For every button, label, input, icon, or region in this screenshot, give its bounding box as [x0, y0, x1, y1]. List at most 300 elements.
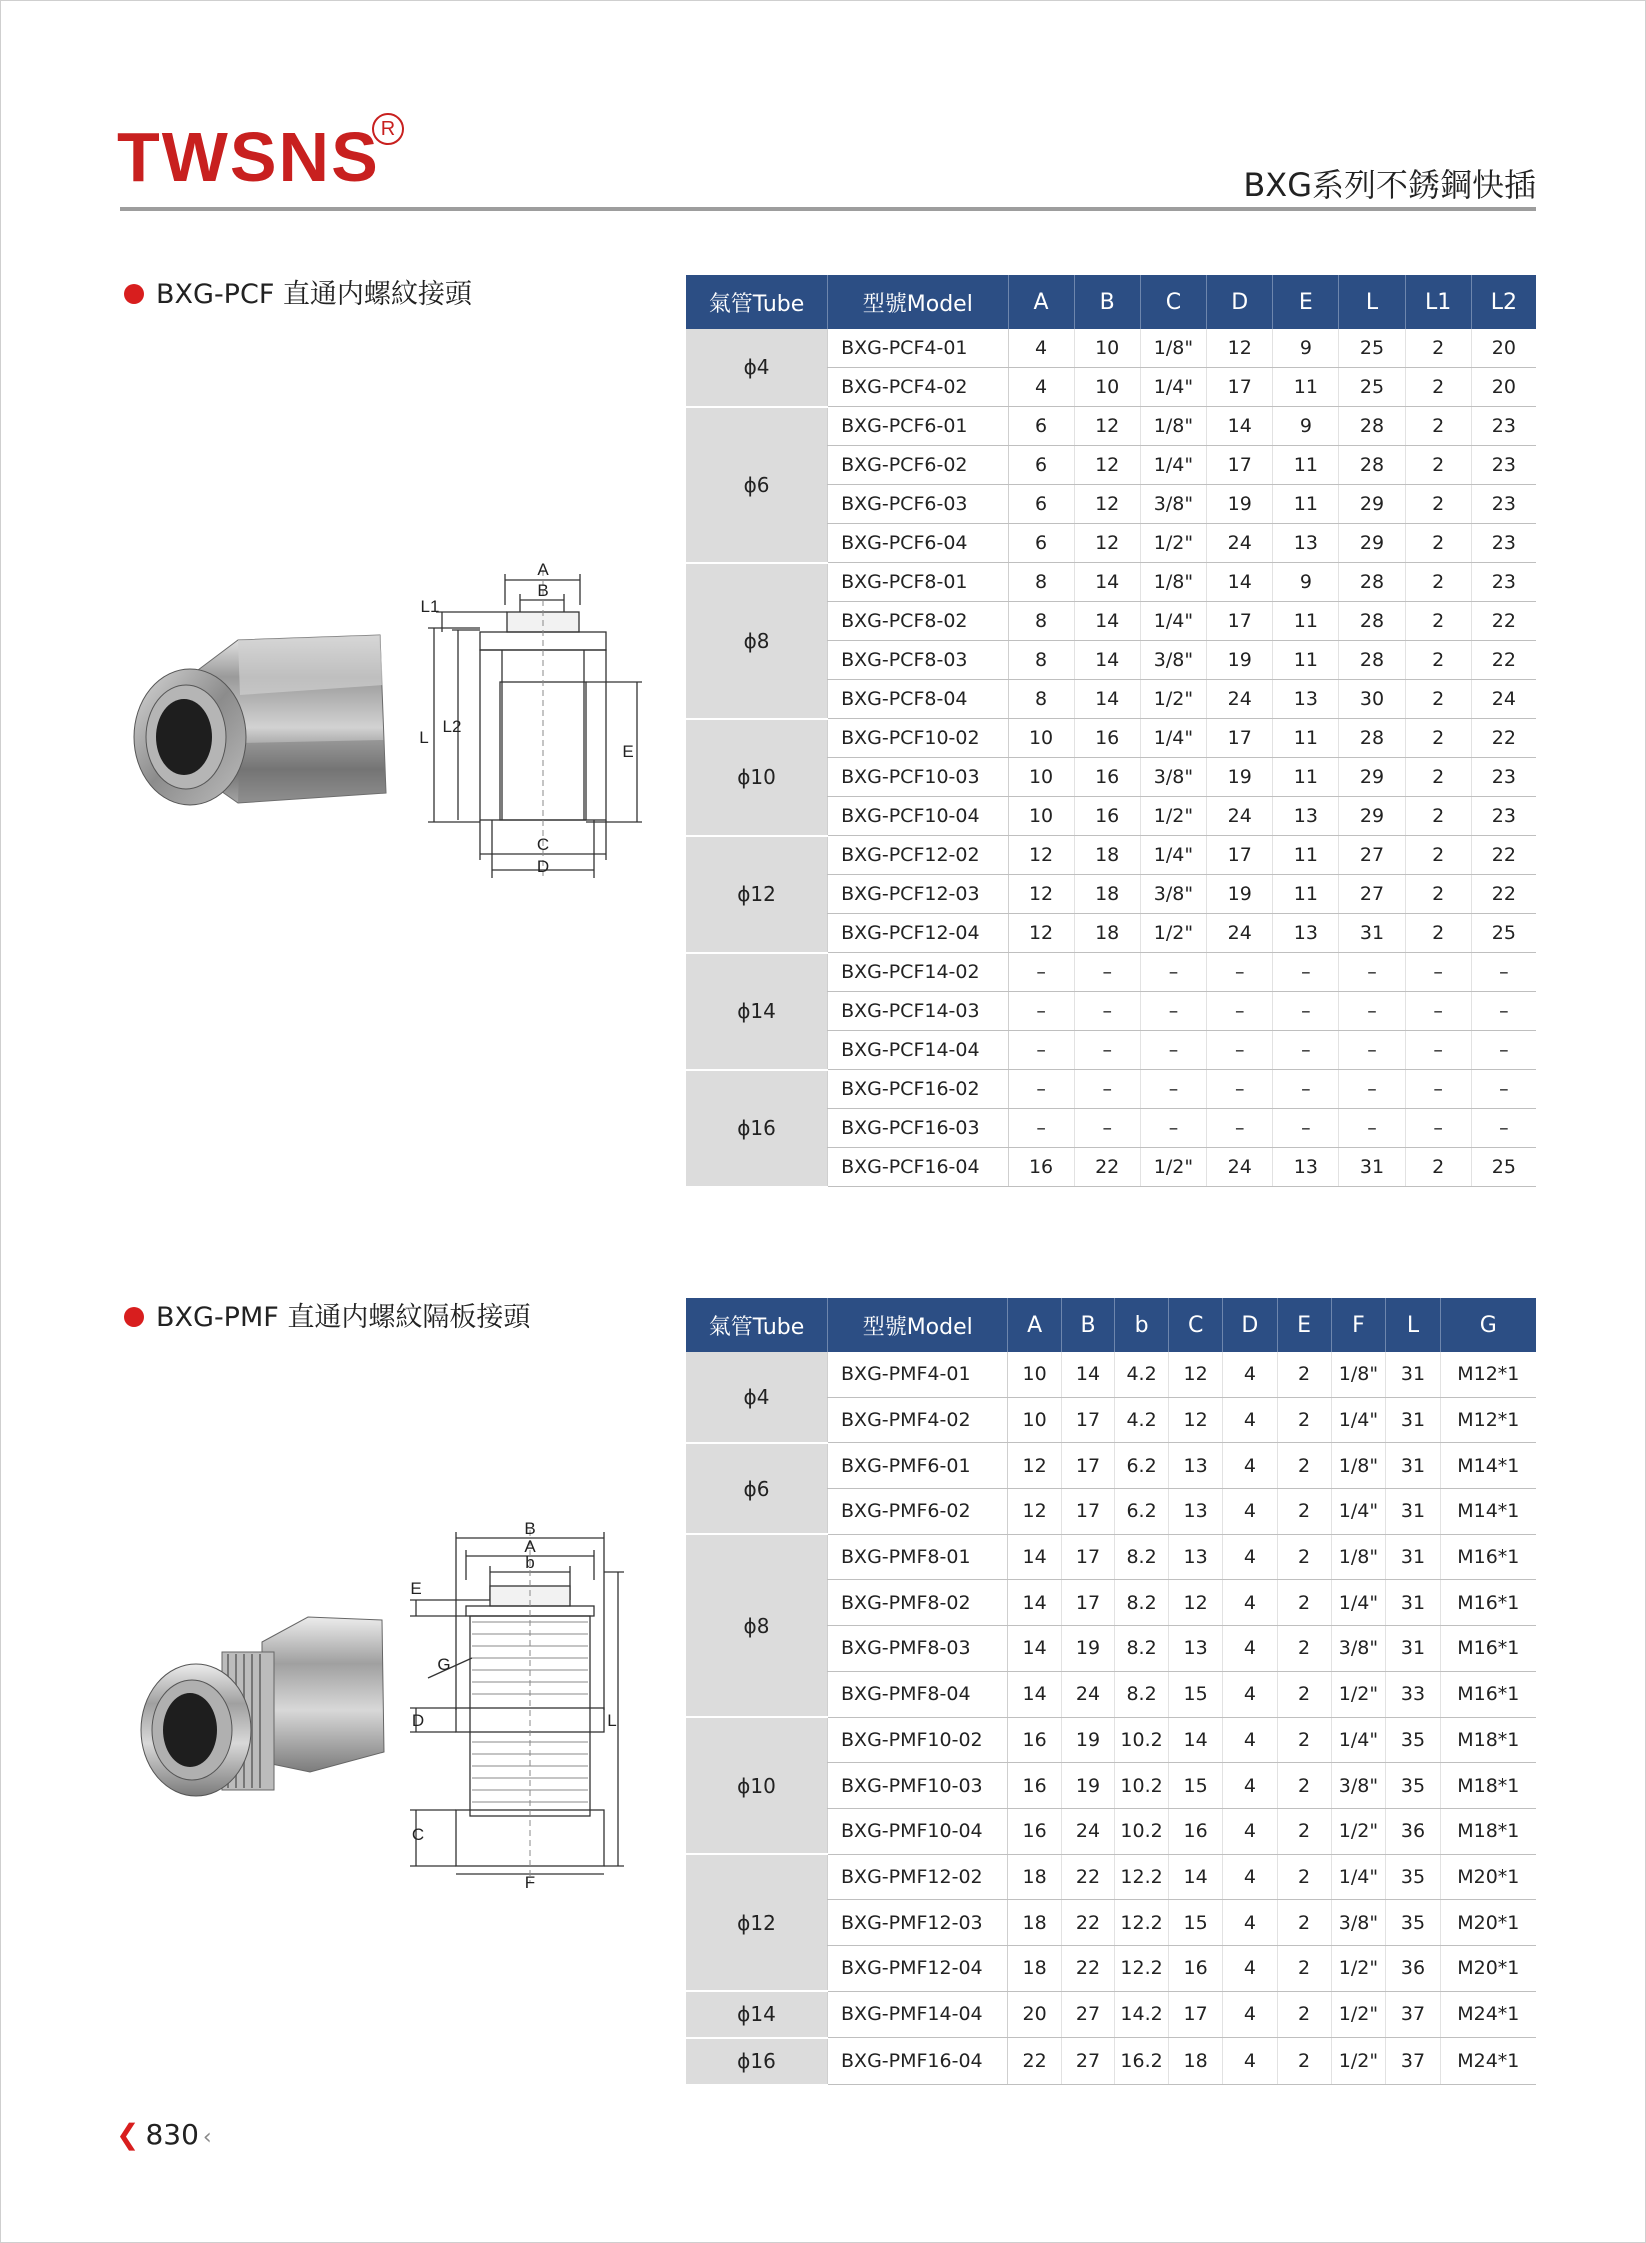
value-cell: 22 — [1061, 1900, 1114, 1946]
column-header: D — [1223, 1298, 1277, 1352]
page-number — [116, 2118, 212, 2151]
value-cell: 31 — [1339, 1148, 1405, 1187]
value-cell: 1/2" — [1140, 524, 1206, 563]
value-cell: 9 — [1273, 407, 1339, 446]
value-cell: 2 — [1405, 719, 1471, 758]
value-cell: 20 — [1471, 329, 1536, 368]
value-cell: – — [1471, 953, 1536, 992]
value-cell: 10 — [1008, 1397, 1061, 1443]
value-cell: 12 — [1008, 836, 1074, 875]
value-cell: 10.2 — [1115, 1763, 1169, 1809]
model-cell: BXG-PCF6-01 — [828, 407, 1008, 446]
value-cell: 4 — [1223, 1397, 1277, 1443]
value-cell: 18 — [1168, 2038, 1222, 2085]
table-row — [686, 1991, 1536, 2038]
value-cell: 19 — [1207, 758, 1273, 797]
value-cell: 14 — [1074, 563, 1140, 602]
value-cell: 17 — [1207, 446, 1273, 485]
value-cell: 35 — [1386, 1763, 1440, 1809]
value-cell: 17 — [1061, 1397, 1114, 1443]
value-cell: 19 — [1061, 1763, 1114, 1809]
value-cell: – — [1471, 1031, 1536, 1070]
series-title: BXG系列不銹鋼快插 — [1243, 166, 1536, 204]
next-page-icon: ‹ — [202, 2125, 212, 2150]
value-cell: 2 — [1405, 1148, 1471, 1187]
column-header: F — [1331, 1298, 1386, 1352]
value-cell: 1/4" — [1140, 602, 1206, 641]
value-cell: 16 — [1168, 1808, 1222, 1854]
model-cell: BXG-PCF10-03 — [828, 758, 1008, 797]
value-cell: 30 — [1339, 680, 1405, 719]
value-cell: 2 — [1277, 1717, 1331, 1763]
pcf-label-A: A — [537, 560, 549, 579]
pcf-label-E: E — [622, 742, 634, 761]
pmf-label-C: C — [411, 1825, 425, 1844]
value-cell: 2 — [1277, 1808, 1331, 1854]
value-cell: 3/8" — [1140, 641, 1206, 680]
value-cell: – — [1339, 953, 1405, 992]
value-cell: 2 — [1405, 641, 1471, 680]
value-cell: 8 — [1008, 641, 1074, 680]
value-cell: – — [1405, 1109, 1471, 1148]
value-cell: 1/4" — [1140, 719, 1206, 758]
value-cell: 35 — [1386, 1717, 1440, 1763]
value-cell: 1/4" — [1140, 836, 1206, 875]
value-cell: 11 — [1273, 485, 1339, 524]
value-cell: 25 — [1339, 329, 1405, 368]
value-cell: 4 — [1223, 1991, 1277, 2038]
pmf-technical-drawing — [400, 1510, 640, 1890]
value-cell: – — [1273, 1070, 1339, 1109]
value-cell: 16 — [1008, 1717, 1061, 1763]
value-cell: 4 — [1223, 1854, 1277, 1900]
value-cell: – — [1339, 1070, 1405, 1109]
pmf-spec-table — [686, 1298, 1536, 2086]
table-row — [686, 1717, 1536, 1763]
value-cell: – — [1405, 1031, 1471, 1070]
value-cell: – — [1074, 1031, 1140, 1070]
value-cell: 13 — [1273, 1148, 1339, 1187]
value-cell: 14 — [1008, 1626, 1061, 1672]
tube-size-cell: ϕ14 — [686, 953, 828, 1070]
value-cell: 29 — [1339, 797, 1405, 836]
value-cell: 10 — [1008, 1352, 1061, 1397]
model-cell: BXG-PMF10-02 — [828, 1717, 1008, 1763]
value-cell: 2 — [1277, 1443, 1331, 1489]
value-cell: 17 — [1061, 1443, 1114, 1489]
column-header: 型號Model — [828, 1298, 1008, 1352]
section2-title — [124, 1295, 530, 1334]
column-header: L — [1386, 1298, 1440, 1352]
model-cell: BXG-PMF8-03 — [828, 1626, 1008, 1672]
model-cell: BXG-PCF8-01 — [828, 563, 1008, 602]
value-cell: – — [1273, 1109, 1339, 1148]
value-cell: M20*1 — [1440, 1854, 1536, 1900]
value-cell: 29 — [1339, 485, 1405, 524]
value-cell: 1/4" — [1331, 1717, 1386, 1763]
model-cell: BXG-PMF6-02 — [828, 1489, 1008, 1535]
model-cell: BXG-PCF10-02 — [828, 719, 1008, 758]
value-cell: 2 — [1277, 1671, 1331, 1717]
model-cell: BXG-PMF14-04 — [828, 1991, 1008, 2038]
column-header: A — [1008, 1298, 1061, 1352]
value-cell: 3/8" — [1331, 1763, 1386, 1809]
pcf-label-B: B — [537, 581, 549, 600]
value-cell: 2 — [1405, 836, 1471, 875]
value-cell: 23 — [1471, 446, 1536, 485]
pcf-label-L: L — [419, 728, 429, 747]
tube-size-cell: ϕ4 — [686, 329, 828, 407]
value-cell: 2 — [1277, 1900, 1331, 1946]
prev-page-icon: ❮ — [116, 2118, 140, 2151]
value-cell: 16 — [1008, 1148, 1074, 1187]
value-cell: 2 — [1277, 1991, 1331, 2038]
value-cell: 14 — [1168, 1717, 1222, 1763]
value-cell: 4 — [1223, 1534, 1277, 1580]
value-cell: 11 — [1273, 719, 1339, 758]
value-cell: 31 — [1386, 1397, 1440, 1443]
value-cell: 37 — [1386, 2038, 1440, 2085]
value-cell: 25 — [1471, 1148, 1536, 1187]
value-cell: 10 — [1008, 758, 1074, 797]
value-cell: 10 — [1008, 797, 1074, 836]
value-cell: 27 — [1061, 2038, 1114, 2085]
value-cell: 4 — [1008, 368, 1074, 407]
value-cell: 24 — [1207, 524, 1273, 563]
tube-size-cell: ϕ4 — [686, 1352, 828, 1443]
model-cell: BXG-PCF16-02 — [828, 1070, 1008, 1109]
value-cell: – — [1008, 992, 1074, 1031]
model-cell: BXG-PMF10-04 — [828, 1808, 1008, 1854]
value-cell: 22 — [1074, 1148, 1140, 1187]
value-cell: 12 — [1008, 914, 1074, 953]
value-cell: – — [1008, 953, 1074, 992]
value-cell: 6 — [1008, 407, 1074, 446]
column-header: G — [1440, 1298, 1536, 1352]
column-header: 氣管Tube — [686, 1298, 828, 1352]
value-cell: 2 — [1405, 914, 1471, 953]
value-cell: 4 — [1223, 1671, 1277, 1717]
value-cell: 17 — [1061, 1534, 1114, 1580]
value-cell: 9 — [1273, 329, 1339, 368]
value-cell: 1/8" — [1140, 407, 1206, 446]
value-cell: 12 — [1008, 875, 1074, 914]
value-cell: 2 — [1277, 1489, 1331, 1535]
value-cell: 22 — [1471, 641, 1536, 680]
value-cell: 27 — [1061, 1991, 1114, 2038]
value-cell: 8.2 — [1115, 1580, 1169, 1626]
value-cell: 6 — [1008, 524, 1074, 563]
value-cell: 2 — [1277, 2038, 1331, 2085]
value-cell: 19 — [1061, 1626, 1114, 1672]
value-cell: 2 — [1405, 329, 1471, 368]
value-cell: – — [1140, 1070, 1206, 1109]
pcf-label-D: D — [536, 857, 550, 876]
column-header: B — [1061, 1298, 1114, 1352]
value-cell: 6 — [1008, 485, 1074, 524]
column-header: b — [1115, 1298, 1169, 1352]
value-cell: 31 — [1386, 1489, 1440, 1535]
value-cell: 13 — [1273, 797, 1339, 836]
value-cell: 2 — [1405, 368, 1471, 407]
column-header: 型號Model — [828, 275, 1008, 329]
table-header-row — [686, 275, 1536, 329]
value-cell: 35 — [1386, 1900, 1440, 1946]
tube-size-cell: ϕ6 — [686, 1443, 828, 1534]
value-cell: 25 — [1471, 914, 1536, 953]
pcf-label-L1: L1 — [420, 597, 440, 616]
pmf-label-G: G — [437, 1655, 451, 1674]
value-cell: – — [1405, 953, 1471, 992]
value-cell: 31 — [1339, 914, 1405, 953]
value-cell: 20 — [1008, 1991, 1061, 2038]
value-cell: 2 — [1405, 563, 1471, 602]
value-cell: 6.2 — [1115, 1489, 1169, 1535]
tube-size-cell: ϕ10 — [686, 719, 828, 836]
value-cell: 2 — [1277, 1763, 1331, 1809]
value-cell: 16 — [1168, 1945, 1222, 1991]
value-cell: 31 — [1386, 1443, 1440, 1489]
value-cell: – — [1074, 1109, 1140, 1148]
value-cell: – — [1140, 992, 1206, 1031]
value-cell: 1/2" — [1331, 1671, 1386, 1717]
value-cell: – — [1471, 1070, 1536, 1109]
value-cell: 2 — [1405, 524, 1471, 563]
table-row — [686, 1534, 1536, 1580]
value-cell: 22 — [1008, 2038, 1061, 2085]
value-cell: 16 — [1008, 1763, 1061, 1809]
column-header: E — [1277, 1298, 1331, 1352]
value-cell: 27 — [1339, 836, 1405, 875]
value-cell: 1/4" — [1331, 1854, 1386, 1900]
value-cell: 2 — [1405, 797, 1471, 836]
value-cell: 23 — [1471, 485, 1536, 524]
value-cell: 14 — [1008, 1580, 1061, 1626]
column-header: B — [1074, 275, 1140, 329]
value-cell: M18*1 — [1440, 1763, 1536, 1809]
column-header: L — [1339, 275, 1405, 329]
value-cell: – — [1140, 953, 1206, 992]
value-cell: 14 — [1074, 680, 1140, 719]
value-cell: 14 — [1008, 1671, 1061, 1717]
value-cell: 4 — [1223, 1489, 1277, 1535]
value-cell: 4.2 — [1115, 1397, 1169, 1443]
value-cell: 18 — [1008, 1854, 1061, 1900]
value-cell: 8.2 — [1115, 1671, 1169, 1717]
value-cell: 20 — [1471, 368, 1536, 407]
value-cell: 1/8" — [1140, 329, 1206, 368]
value-cell: 22 — [1471, 836, 1536, 875]
pmf-label-E: E — [410, 1579, 422, 1598]
value-cell: 13 — [1168, 1626, 1222, 1672]
value-cell: 16 — [1008, 1808, 1061, 1854]
value-cell: M18*1 — [1440, 1717, 1536, 1763]
value-cell: 2 — [1405, 446, 1471, 485]
value-cell: 1/4" — [1331, 1489, 1386, 1535]
value-cell: 3/8" — [1331, 1626, 1386, 1672]
value-cell: 1/4" — [1331, 1580, 1386, 1626]
value-cell: 14 — [1061, 1352, 1114, 1397]
model-cell: BXG-PCF16-03 — [828, 1109, 1008, 1148]
value-cell: 1/4" — [1331, 1397, 1386, 1443]
value-cell: M12*1 — [1440, 1352, 1536, 1397]
table-row — [686, 953, 1536, 992]
value-cell: – — [1207, 1031, 1273, 1070]
value-cell: 8.2 — [1115, 1534, 1169, 1580]
value-cell: 24 — [1207, 1148, 1273, 1187]
value-cell: – — [1273, 1031, 1339, 1070]
model-cell: BXG-PMF4-01 — [828, 1352, 1008, 1397]
value-cell: M14*1 — [1440, 1489, 1536, 1535]
model-cell: BXG-PCF14-03 — [828, 992, 1008, 1031]
value-cell: 37 — [1386, 1991, 1440, 2038]
value-cell: 19 — [1207, 641, 1273, 680]
value-cell: – — [1008, 1109, 1074, 1148]
value-cell: 3/8" — [1140, 758, 1206, 797]
value-cell: 15 — [1168, 1763, 1222, 1809]
value-cell: M20*1 — [1440, 1945, 1536, 1991]
pcf-label-L2: L2 — [442, 717, 462, 736]
table-header-row — [686, 1298, 1536, 1352]
column-header: A — [1008, 275, 1074, 329]
value-cell: M24*1 — [1440, 2038, 1536, 2085]
column-header: 氣管Tube — [686, 275, 828, 329]
model-cell: BXG-PCF6-03 — [828, 485, 1008, 524]
column-header: L2 — [1471, 275, 1536, 329]
model-cell: BXG-PMF4-02 — [828, 1397, 1008, 1443]
value-cell: 17 — [1168, 1991, 1222, 2038]
value-cell: 18 — [1008, 1900, 1061, 1946]
value-cell: 4 — [1223, 1717, 1277, 1763]
model-cell: BXG-PCF6-02 — [828, 446, 1008, 485]
model-cell: BXG-PMF16-04 — [828, 2038, 1008, 2085]
value-cell: 14 — [1168, 1854, 1222, 1900]
value-cell: 23 — [1471, 407, 1536, 446]
model-cell: BXG-PMF12-02 — [828, 1854, 1008, 1900]
value-cell: 2 — [1405, 758, 1471, 797]
value-cell: M20*1 — [1440, 1900, 1536, 1946]
page-number-text: 830 — [145, 2118, 199, 2151]
pcf-spec-table — [686, 275, 1536, 1188]
value-cell: 6.2 — [1115, 1443, 1169, 1489]
value-cell: – — [1074, 1070, 1140, 1109]
value-cell: 16 — [1074, 719, 1140, 758]
pmf-label-D: D — [411, 1711, 425, 1730]
value-cell: 1/4" — [1140, 446, 1206, 485]
value-cell: – — [1273, 992, 1339, 1031]
tube-size-cell: ϕ8 — [686, 1534, 828, 1717]
value-cell: 2 — [1277, 1580, 1331, 1626]
value-cell: – — [1140, 1109, 1206, 1148]
header-rule — [120, 207, 1536, 211]
value-cell: 6 — [1008, 446, 1074, 485]
value-cell: 1/2" — [1140, 914, 1206, 953]
column-header: L1 — [1405, 275, 1471, 329]
value-cell: M16*1 — [1440, 1671, 1536, 1717]
value-cell: 24 — [1207, 914, 1273, 953]
value-cell: 2 — [1277, 1352, 1331, 1397]
value-cell: 12 — [1207, 329, 1273, 368]
value-cell: 9 — [1273, 563, 1339, 602]
value-cell: 12.2 — [1115, 1854, 1169, 1900]
value-cell: 11 — [1273, 758, 1339, 797]
model-cell: BXG-PCF16-04 — [828, 1148, 1008, 1187]
table-row — [686, 719, 1536, 758]
value-cell: 24 — [1207, 680, 1273, 719]
value-cell: 22 — [1471, 875, 1536, 914]
value-cell: 17 — [1061, 1489, 1114, 1535]
column-header: E — [1273, 275, 1339, 329]
section2-title-text: BXG-PMF 直通内螺紋隔板接頭 — [156, 1302, 531, 1333]
brand-logo: TWSNS — [117, 118, 380, 196]
model-cell: BXG-PCF4-02 — [828, 368, 1008, 407]
value-cell: – — [1008, 1031, 1074, 1070]
value-cell: 14 — [1074, 602, 1140, 641]
value-cell: 23 — [1471, 524, 1536, 563]
value-cell: M24*1 — [1440, 1991, 1536, 2038]
value-cell: 1/2" — [1140, 797, 1206, 836]
value-cell: 17 — [1207, 836, 1273, 875]
value-cell: 31 — [1386, 1580, 1440, 1626]
value-cell: 12 — [1168, 1397, 1222, 1443]
value-cell: 8 — [1008, 563, 1074, 602]
value-cell: – — [1339, 992, 1405, 1031]
value-cell: 2 — [1277, 1534, 1331, 1580]
value-cell: 12 — [1074, 407, 1140, 446]
tube-size-cell: ϕ6 — [686, 407, 828, 563]
value-cell: 2 — [1405, 485, 1471, 524]
model-cell: BXG-PCF6-04 — [828, 524, 1008, 563]
value-cell: 18 — [1074, 914, 1140, 953]
model-cell: BXG-PCF8-04 — [828, 680, 1008, 719]
value-cell: 18 — [1074, 836, 1140, 875]
value-cell: 4 — [1223, 1580, 1277, 1626]
value-cell: 28 — [1339, 719, 1405, 758]
pmf-label-B: B — [524, 1519, 536, 1538]
model-cell: BXG-PMF10-03 — [828, 1763, 1008, 1809]
value-cell: 2 — [1405, 875, 1471, 914]
value-cell: 12 — [1074, 446, 1140, 485]
value-cell: 24 — [1207, 797, 1273, 836]
value-cell: 29 — [1339, 758, 1405, 797]
table-row — [686, 1854, 1536, 1900]
value-cell: 13 — [1168, 1489, 1222, 1535]
model-cell: BXG-PMF12-04 — [828, 1945, 1008, 1991]
value-cell: 13 — [1168, 1443, 1222, 1489]
value-cell: 1/8" — [1331, 1534, 1386, 1580]
value-cell: 2 — [1277, 1945, 1331, 1991]
value-cell: 11 — [1273, 602, 1339, 641]
pmf-label-F: F — [524, 1873, 536, 1890]
value-cell: 17 — [1061, 1580, 1114, 1626]
table-row — [686, 1070, 1536, 1109]
section1-title — [124, 272, 472, 311]
column-header: D — [1207, 275, 1273, 329]
model-cell: BXG-PMF8-01 — [828, 1534, 1008, 1580]
table-row — [686, 407, 1536, 446]
value-cell: 8 — [1008, 602, 1074, 641]
bullet-icon — [124, 284, 144, 304]
model-cell: BXG-PCF12-03 — [828, 875, 1008, 914]
value-cell: – — [1140, 1031, 1206, 1070]
column-header: C — [1168, 1298, 1222, 1352]
value-cell: 4 — [1223, 1626, 1277, 1672]
value-cell: 24 — [1061, 1808, 1114, 1854]
value-cell: – — [1207, 992, 1273, 1031]
model-cell: BXG-PMF8-02 — [828, 1580, 1008, 1626]
value-cell: 24 — [1471, 680, 1536, 719]
model-cell: BXG-PMF8-04 — [828, 1671, 1008, 1717]
